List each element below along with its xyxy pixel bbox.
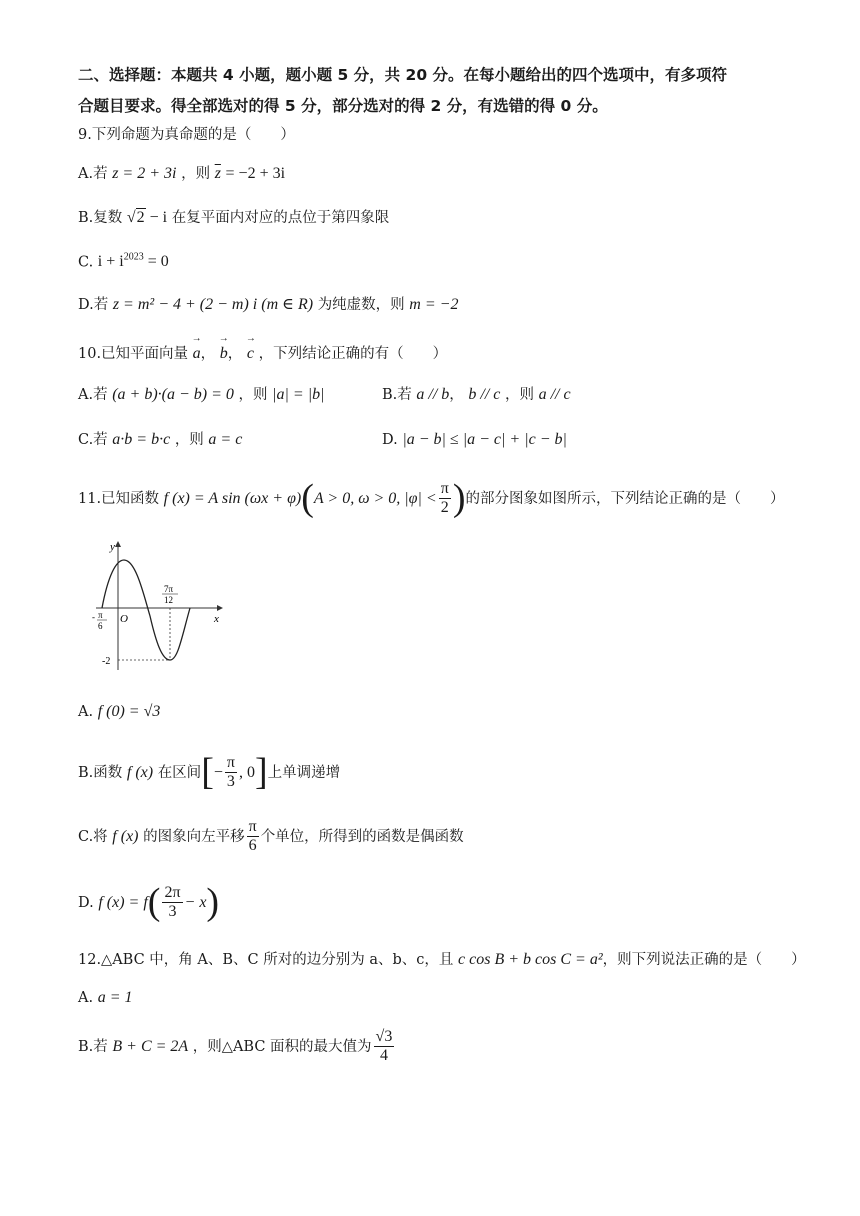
option-label: A.: [78, 704, 94, 720]
math-expression: z = 2 + 3i: [112, 165, 177, 182]
paren-right: ): [452, 477, 466, 519]
option-label: A.若: [78, 387, 108, 403]
math-expression: a = 1: [97, 989, 133, 1006]
option-label: D.若: [78, 297, 109, 313]
question-10-option-a: [78, 385, 325, 404]
fraction: $\frac{√3}{4}$: [375, 1028, 393, 1065]
math-expression: |a| = |b|: [272, 386, 325, 403]
math-expression: a // b: [416, 386, 450, 403]
vector-b: → b: [220, 344, 228, 363]
question-11-option-b: [78, 750, 340, 796]
option-text: 在复平面内对应的点位于第四象限: [171, 210, 390, 226]
math-expression: f (x) = A sin (ωx + φ): [163, 489, 302, 507]
stem-text: 12.△ABC 中，角 A、B、C 所对的边分别为 a、b、c，且: [78, 952, 454, 968]
option-text: 个单位，所得到的函数是偶函数: [260, 828, 464, 845]
math-expression: f (x): [126, 763, 154, 781]
x-axis-label: x: [214, 613, 219, 625]
math-expression: = −2 + 3i: [225, 165, 286, 182]
connector-text: 在区间: [157, 764, 202, 781]
fraction: $\frac{\pi}{3}$: [226, 753, 235, 791]
question-9-option-c: [78, 252, 169, 272]
question-9-option-d: [78, 295, 458, 314]
min-label: -2: [102, 656, 111, 667]
neg-label-den: 6: [98, 621, 103, 631]
connector-text: 的图象向左平移: [143, 828, 245, 845]
math-expression: √2 − i: [126, 209, 168, 226]
connector-text: 为纯虚数，则: [317, 297, 405, 313]
math-expression: b // c: [468, 386, 501, 403]
math-expression: |a − b| ≤ |a − c| + |c − b|: [402, 431, 567, 448]
fraction: $\frac{2\pi}{3}$: [164, 883, 181, 921]
origin-label: O: [120, 613, 128, 625]
paren-left: (: [147, 881, 161, 923]
math-expression: f (x) = f: [98, 893, 148, 911]
stem-text: 的部分图象如图所示，下列结论正确的是（ ）: [465, 490, 785, 507]
question-10-option-c: [78, 430, 242, 449]
fraction: $\frac{\pi}{2}$: [440, 479, 449, 517]
math-expression: − x: [184, 893, 207, 911]
math-expression: c cos B + b cos C = a²: [458, 951, 603, 968]
vector-c: → c: [247, 344, 254, 363]
question-10-option-b: B.若 a // b， b // c ，则 a // c: [382, 386, 571, 403]
option-label: B.若: [78, 1038, 108, 1055]
option-label: C.将: [78, 828, 108, 845]
math-expression: f (x): [112, 827, 139, 845]
option-label: B.若: [382, 387, 412, 403]
fraction: $\frac{\pi}{6}$: [248, 818, 257, 855]
math-expression: , 0: [238, 763, 255, 781]
paren-left: (: [301, 477, 314, 519]
math-expression: z = m² − 4 + (2 − m) i (m ∈ R): [112, 296, 314, 313]
minus-sign: −: [213, 763, 223, 781]
peak-label-num: 7π: [164, 584, 174, 594]
option-label: B.函数: [78, 764, 123, 781]
bracket-left: [: [201, 751, 214, 793]
option-text: ，则△ABC 面积的最大值为: [192, 1038, 372, 1055]
question-12-option-a: [78, 988, 133, 1007]
sine-curve: [102, 560, 190, 660]
stem-text: ，下列结论正确的有（ ）: [258, 346, 448, 362]
option-text: 上单调递增: [267, 764, 341, 781]
neg-sign: -: [92, 612, 95, 622]
connector-text: ，则: [238, 387, 268, 403]
math-expression: B + C = 2A: [112, 1037, 189, 1055]
math-expression: A > 0, ω > 0, |φ| <: [313, 489, 437, 507]
connector-text: ，则: [174, 432, 204, 448]
math-expression: a = c: [208, 431, 243, 448]
math-expression: (a + b)·(a − b) = 0: [112, 386, 234, 403]
math-expression: a // c: [538, 386, 571, 403]
paren-right: ): [206, 881, 220, 923]
question-11-stem: [78, 476, 784, 522]
option-label: A.: [78, 990, 94, 1006]
question-11-option-a: [78, 702, 160, 721]
option-label: A.若: [78, 166, 108, 182]
question-10-stem: 10.已知平面向量 → a， → b， → c ，下列结论正确的有（ ）: [78, 344, 447, 363]
option-label: C.若: [78, 432, 108, 448]
neg-label-num: π: [98, 610, 103, 620]
math-expression: m = −2: [409, 296, 459, 313]
option-label: C.: [78, 254, 94, 271]
question-12-stem: [78, 950, 806, 969]
option-label: D.: [78, 894, 94, 911]
question-11-option-c: [78, 818, 464, 856]
y-axis-label: y: [110, 541, 115, 553]
bracket-right: ]: [254, 751, 268, 793]
peak-label-den: 12: [164, 595, 173, 605]
question-9-option-a: [78, 164, 285, 183]
sine-graph: [92, 536, 232, 676]
option-label: B.复数: [78, 210, 123, 226]
math-expression: a·b = b·c: [112, 431, 171, 448]
question-10-option-d: [382, 430, 567, 449]
vector-a: → a: [193, 344, 201, 363]
section-heading-line-1: 二、选择题：本题共 4 小题，题小题 5 分，共 20 分。在每小题给出的四个选项中，有多项符: [78, 66, 728, 84]
stem-text: 11.已知函数: [78, 490, 160, 507]
connector-text: ，则: [504, 387, 534, 403]
connector-text: ，则: [181, 166, 211, 182]
math-expression: f (0) = √3: [97, 703, 161, 720]
stem-text: ，则下列说法正确的是（ ）: [602, 952, 806, 968]
section-heading-line-2: 合题目要求。得全部选对的得 5 分，部分选对的得 2 分，有选错的得 0 分。: [78, 97, 608, 115]
question-12-option-b: [78, 1028, 396, 1066]
option-label: D.: [382, 432, 398, 448]
math-expression: $i + i^{2023} = 0$: [97, 252, 169, 271]
question-9-stem: 9.下列命题为真命题的是（ ）: [78, 127, 295, 143]
question-11-option-d: [78, 880, 219, 926]
stem-text: 10.已知平面向量: [78, 346, 189, 362]
question-9-option-b: [78, 208, 389, 227]
conjugate-z: $\overline{z}$: [214, 165, 221, 182]
